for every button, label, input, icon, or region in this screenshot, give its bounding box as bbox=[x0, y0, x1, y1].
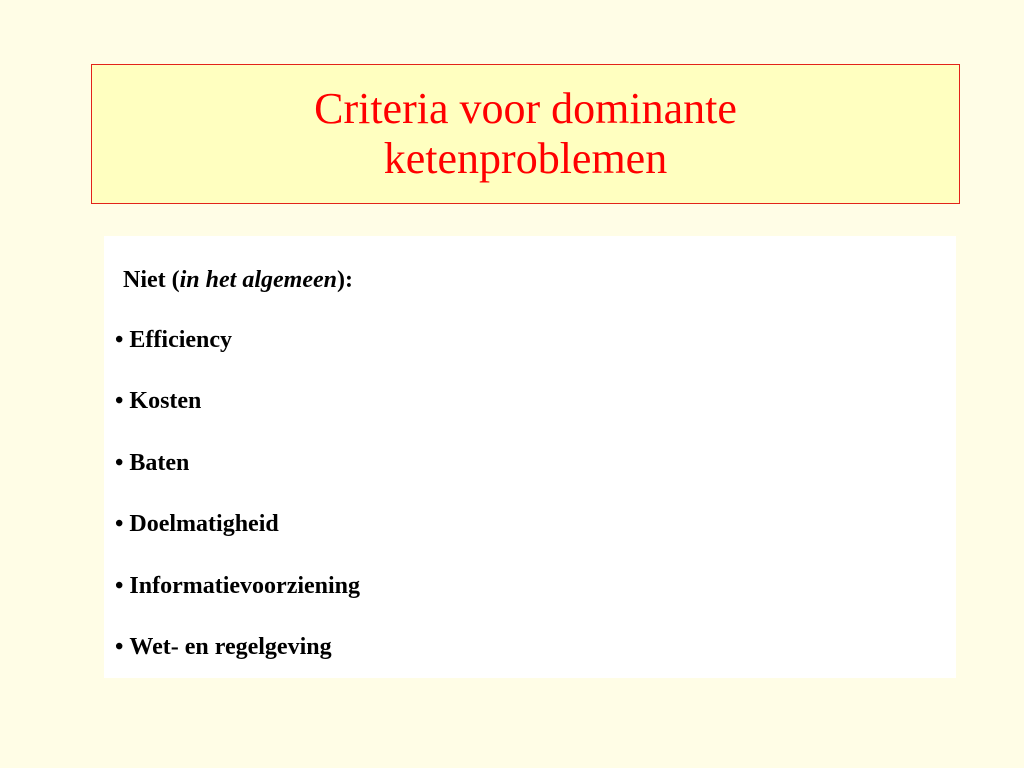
bullet-icon: • bbox=[115, 388, 124, 415]
title-line-2: ketenproblemen bbox=[383, 134, 668, 183]
intro-italic: in het algemeen bbox=[179, 267, 337, 293]
list-item bbox=[115, 632, 360, 693]
bullet-icon: • bbox=[115, 511, 124, 538]
list-item bbox=[115, 448, 360, 509]
bullet-icon: • bbox=[115, 633, 124, 660]
bullet-text: Efficiency bbox=[129, 327, 233, 353]
title-box bbox=[91, 64, 960, 204]
bullet-icon: • bbox=[115, 449, 124, 476]
intro-suffix: ): bbox=[336, 267, 353, 293]
list-item bbox=[115, 571, 360, 632]
list-item bbox=[115, 509, 360, 570]
bullet-icon: • bbox=[115, 327, 124, 353]
list-item bbox=[115, 386, 360, 447]
content-box bbox=[104, 236, 956, 678]
bullet-text: Doelmatigheid bbox=[129, 511, 279, 538]
bullet-text: Baten bbox=[129, 449, 190, 476]
bullet-icon: • bbox=[115, 572, 124, 599]
list-item bbox=[115, 325, 360, 386]
title-line-1: Criteria voor dominante bbox=[314, 84, 737, 133]
bullet-text: Informatievoorziening bbox=[129, 572, 361, 599]
bullet-text: Wet- en regelgeving bbox=[129, 633, 332, 660]
bullet-list bbox=[115, 325, 360, 693]
intro-line bbox=[123, 267, 353, 294]
bullet-text: Kosten bbox=[129, 388, 202, 415]
intro-prefix: Niet ( bbox=[123, 267, 180, 293]
